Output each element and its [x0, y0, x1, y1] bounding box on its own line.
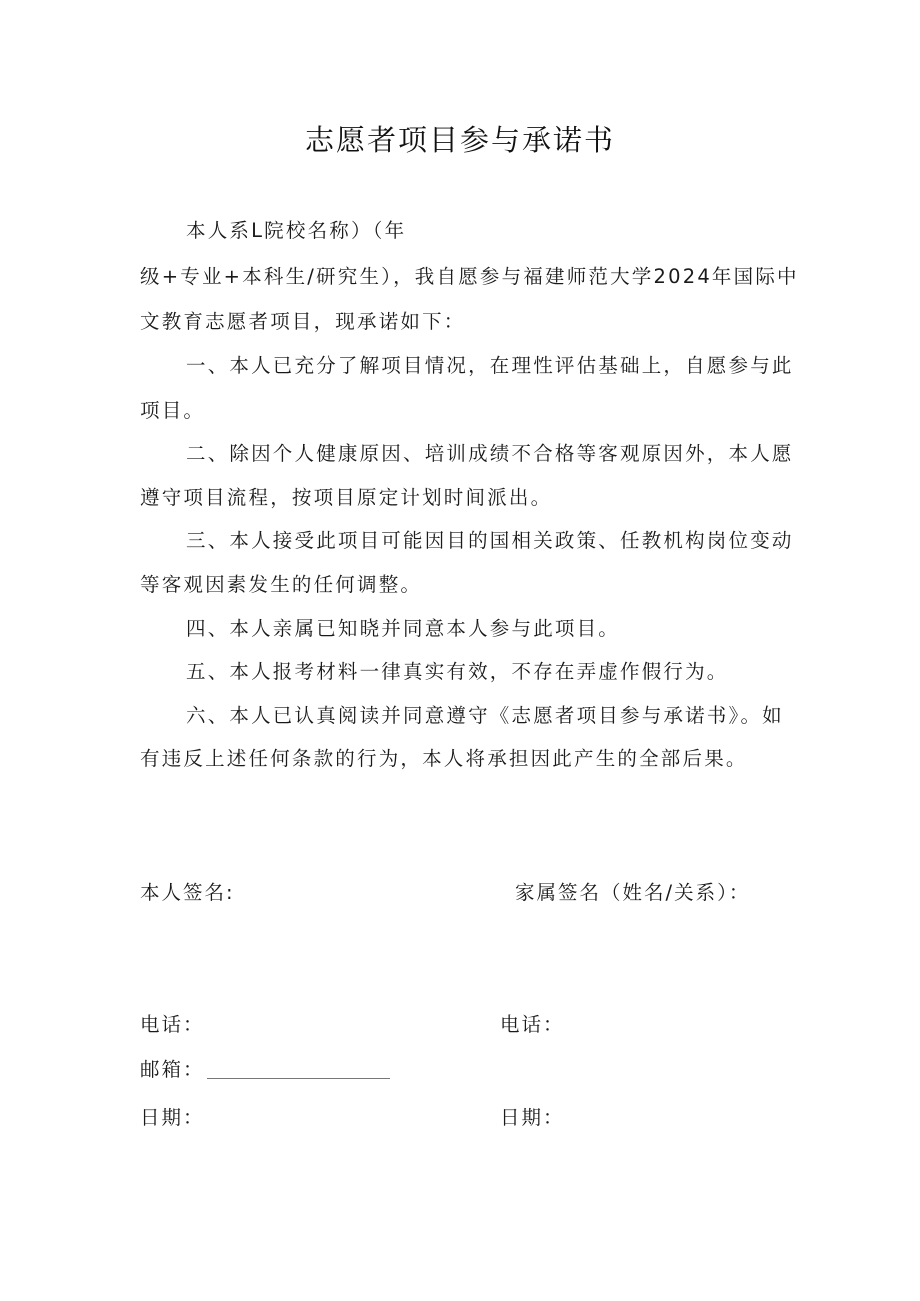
- item-3-line-2: 等客观因素发生的任何调整。: [140, 573, 423, 596]
- self-phone-label: 电话：: [140, 1013, 205, 1036]
- item-2-line-1: 二、除因个人健康原因、培训成绩不合格等客观原因外，本人愿: [186, 442, 794, 465]
- self-signature-label: 本人签名:: [140, 881, 235, 904]
- item-6-line-2: 有违反上述任何条款的行为，本人将承担因此产生的全部后果。: [140, 747, 748, 770]
- family-date-label: 日期：: [500, 1106, 565, 1129]
- family-signature-label: 家属签名（姓名/关系）：: [515, 881, 751, 904]
- item-1-line-1: 一、本人已充分了解项目情况，在理性评估基础上，自愿参与此: [186, 354, 794, 377]
- item-6-line-1: 六、本人已认真阅读并同意遵守《志愿者项目参与承诺书》。如: [186, 704, 784, 727]
- item-4-line-1: 四、本人亲属已知晓并同意本人参与此项目。: [186, 617, 621, 640]
- email-label: 邮箱：: [140, 1058, 205, 1081]
- self-date-label: 日期：: [140, 1106, 205, 1129]
- item-5-line-1: 五、本人报考材料一律真实有效，不存在弄虚作假行为。: [186, 660, 729, 683]
- intro-line-1: 本人系L院校名称）（年: [186, 219, 407, 242]
- email-underline: [207, 1078, 390, 1079]
- family-phone-label: 电话：: [500, 1013, 565, 1036]
- item-3-line-1: 三、本人接受此项目可能因目的国相关政策、任教机构岗位变动: [186, 529, 794, 552]
- item-1-line-2: 项目。: [140, 399, 206, 422]
- item-2-line-2: 遵守项目流程，按项目原定计划时间派出。: [140, 486, 553, 509]
- intro-line-2: 级+专业+本科生/研究生），我自愿参与福建师范大学2024年国际中: [140, 265, 799, 288]
- document-title: 志愿者项目参与承诺书: [304, 123, 615, 157]
- intro-line-3: 文教育志愿者项目，现承诺如下：: [140, 310, 466, 333]
